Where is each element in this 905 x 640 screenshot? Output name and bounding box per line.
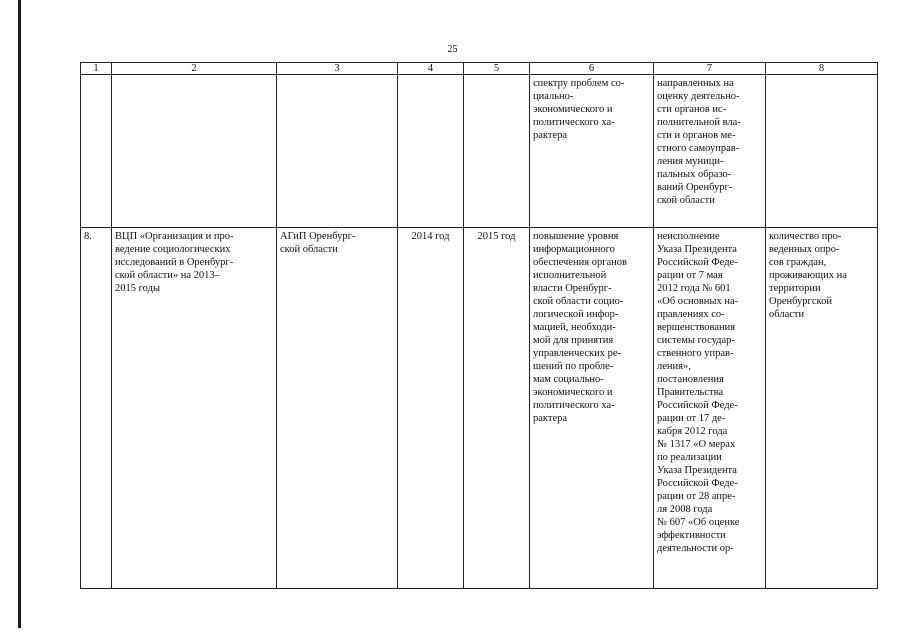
table-row <box>81 228 878 589</box>
row-number-cell <box>81 75 112 228</box>
executor-text: АГиП Оренбург- ской области <box>280 231 356 255</box>
program-table <box>80 62 878 589</box>
row-number-text: 8. <box>84 231 92 242</box>
end-year-text: 2015 год <box>477 231 516 242</box>
program-name-text: ВЦП «Организация и про- ведение социологических исследований в Оренбург- ской области» на 2013– 2015 годы <box>115 231 234 294</box>
indicator-cell <box>766 75 878 228</box>
end-year-cell <box>464 228 530 589</box>
program-name-cell <box>112 75 277 228</box>
end-year-cell <box>464 75 530 228</box>
column-number: 7 <box>654 63 766 75</box>
consequences-text: неисполнение Указа Президента Российской Феде- рации от 7 мая 2012 года № 601 «Об основных на- правлениях со- вершенствования системы государ- ственного управ- ления», постановления Правительства Российской Феде- рации от 17 де- кабря 2012 года № 1317 «О мерах по реализации Указа Президента Российской Феде- рации от 28 апре- ля 2008 года № 607 «Об оценке эффективности деятельности ор- <box>657 231 740 554</box>
expected-result-cell <box>530 228 654 589</box>
expected-result-cell <box>530 75 654 228</box>
consequences-cell <box>654 75 766 228</box>
column-number-row <box>81 63 878 75</box>
column-number: 8 <box>766 63 878 75</box>
expected-result-text: спектру проблем со- циально- экономического и политического ха- рактера <box>533 78 625 141</box>
consequences-cell <box>654 228 766 589</box>
column-number: 4 <box>398 63 464 75</box>
row-number-cell <box>81 228 112 589</box>
start-year-cell <box>398 228 464 589</box>
column-number: 6 <box>530 63 654 75</box>
indicator-cell <box>766 228 878 589</box>
executor-cell <box>277 75 398 228</box>
program-name-cell <box>112 228 277 589</box>
indicator-text: количество про- веденных опро- сов граждан, проживающих на территории Оренбургской области <box>769 231 847 320</box>
scan-edge-line <box>18 0 21 628</box>
column-number: 2 <box>112 63 277 75</box>
page-number: 25 <box>447 44 458 55</box>
executor-cell <box>277 228 398 589</box>
expected-result-text: повышение уровня информационного обеспечения органов исполнительной власти Оренбург- ской области социо- логической инфор- мацией, необходи- мой для принятия управленческих ре- шений по пробле- мам социально- экономического и политического ха- рактера <box>533 231 627 424</box>
column-number: 5 <box>464 63 530 75</box>
table-row <box>81 75 878 228</box>
start-year-text: 2014 год <box>411 231 450 242</box>
start-year-cell <box>398 75 464 228</box>
consequences-text: направленных на оценку деятельно- сти органов ис- полнительной вла- сти и органов ме- стного самоуправ- ления муници- пальных образо- ваний Оренбург- ской области <box>657 78 741 206</box>
column-number: 1 <box>81 63 112 75</box>
column-number: 3 <box>277 63 398 75</box>
